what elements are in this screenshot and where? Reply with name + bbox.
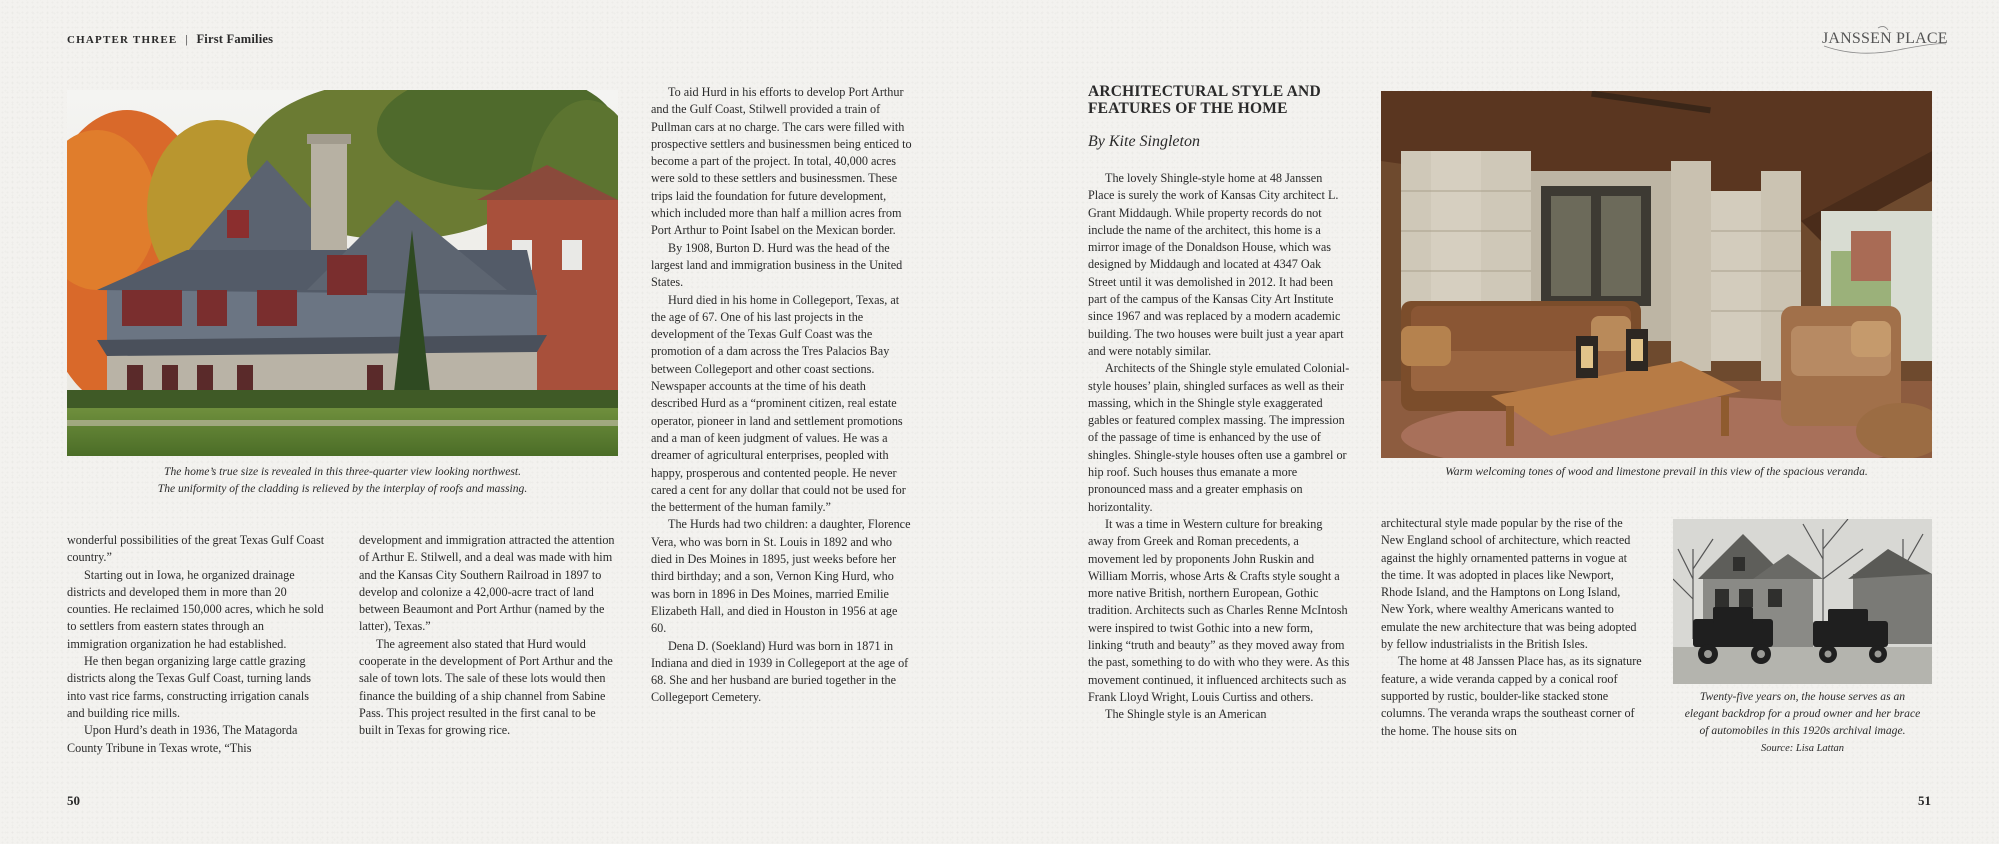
running-head-separator: |	[185, 32, 189, 46]
archival-photo	[1673, 519, 1932, 684]
janssen-place-logo: JANSSEN PLACE	[1818, 24, 1948, 58]
paragraph: The Hurds had two children: a daughter, Florence Vera, who was born in St. Louis in 1892 and who died in Des Moines in 1895, just weeks before her third birthday; and a son, Vernon King Hurd, who was born in 1896 in Des Moines, married Emilie Elizabeth Hall, and died in Houston in 1956 at age 60.	[651, 517, 911, 636]
page-number-right: 51	[1918, 793, 1931, 808]
house-photo-caption: The home’s true size is revealed in this three-quarter view looking northwest. The uniformity of the cladding is relieved by the interplay of roofs and massing.	[157, 465, 528, 495]
paragraph: development and immigration attracted the attention of Arthur E. Stilwell, and a deal was made with him and the Kansas City Southern Railroad in 1897 to develop and colonize a 42,000-acre tract of land between Beaumont and Port Arthur (named by the latter), Texas.”	[359, 533, 615, 634]
article-header	[1088, 83, 1358, 151]
paragraph: The home at 48 Janssen Place has, as its signature feature, a wide veranda capped by a conical roof supported by rustic, boulder-like stacked stone columns. The veranda wraps the southeast corner of the home. The house sits on	[1381, 654, 1642, 738]
chapter-label: CHAPTER THREE	[67, 34, 178, 46]
paragraph: architectural style made popular by the rise of the New England school of architecture, which reacted against the highly ornamented patterns in vogue at the time. It was adopted in places like Newport, Rhode Island, and the Hamptons on Long Island, New York, where wealthy Americans wanted to emulate the new architecture that was being adopted by fellow industrialists in the British Isles.	[1381, 516, 1637, 652]
paragraph: He then began organizing large cattle grazing districts along the Texas Gulf Coast, turning lands into vast rice farms, constructing irrigation canals and building rice mills.	[67, 654, 311, 720]
paragraph: wonderful possibilities of the great Texas Gulf Coast country.”	[67, 533, 325, 565]
left-column-3	[651, 84, 913, 707]
veranda-photo	[1381, 91, 1932, 458]
paragraph: Hurd died in his home in Collegeport, Texas, at the age of 67. One of his last projects in the development of the Texas Gulf Coast was the promotion of a dam across the Tres Palacios Bay between Collegeport and other coast sections. Newspaper accounts at the time of his death described Hurd as a “prominent citizen, real estate operator, pioneer in land and settlement promotions and a man of keen judgment of values. He was a dreamer of agricultural enterprises, peopled with happy, prosperous and contented people. He never cared a cent for any dollar that could not be used for the betterment of the human family.”	[651, 292, 906, 515]
paragraph: To aid Hurd in his efforts to develop Port Arthur and the Gulf Coast, Stilwell provided a train of Pullman cars at no charge. The cars were filled with prospective settlers and businessmen being enticed to become a part of the project. In total, 40,000 acres were sold to these settlers and businessmen. These trips laid the foundation for future development, which included more than half a million acres from Port Arthur to Point Isabel on the Mexican border.	[651, 85, 912, 238]
paragraph: Starting out in Iowa, he organized drainage districts and developed them in more than 20 counties. He reclaimed 150,000 acres, which he sold to settlers from eastern states through an immigration organization he had established.	[67, 567, 324, 651]
right-column-2	[1381, 515, 1643, 740]
paragraph: The agreement also stated that Hurd would cooperate in the development of Port Arthur and the sale of town lots. The sale of these lots would then finance the building of a ship channel from Sabine Pass. This project resulted in the first canal to be built in Texas for growing rice.	[359, 636, 613, 738]
archival-photo-caption: Twenty-five years on, the house serves as an elegant backdrop for a proud owner and her brace of automobiles in this 1920s archival image. Source: Lisa Lattan	[1684, 690, 1921, 754]
article-byline: By Kite Singleton	[1088, 133, 1200, 150]
right-column-1	[1088, 170, 1350, 724]
paragraph: The lovely Shingle-style home at 48 Janssen Place is surely the work of Kansas City architect L. Grant Middaugh. While property records do not include the name of the architect, this home is a mirror image of the Donaldson House, which was designed by Middaugh and located at 4347 Oak Street until it was demolished in 2012. It had been part of the campus of the Kansas City Art Institute since 1967 and was replaced by a modern academic building. The two houses were built just a year apart and were notably similar.	[1088, 171, 1344, 358]
photo-source-credit: Source: Lisa Lattan	[1760, 743, 1845, 754]
page-number-left: 50	[67, 793, 80, 808]
running-head	[67, 32, 273, 47]
paragraph: By 1908, Burton D. Hurd was the head of the largest land and immigration business in the United States.	[651, 240, 903, 290]
paragraph: It was a time in Western culture for breaking away from Greek and Roman precedents, a movement led by proponents John Ruskin and William Morris, whose Arts & Crafts style sought a more native British, northern European, Gothic tradition. Architects such as Charles Renne McIntosh were inspired to twist Gothic into a new form, linking “truth and beauty” as they moved away from the past, something to do with who they were. As this movement continued, it influenced architects such as Frank Lloyd Wright, Louis Curtiss and others.	[1088, 516, 1350, 704]
paragraph: Architects of the Shingle style emulated Colonial-style houses’ plain, shingled surfaces as well as their massing, which in the Shingle style exaggerated gables or featured complex massing. The impression of the passage of time is enhanced by the use of shingles. Shingle-style houses often use a gambrel or hip roof. Such houses thus emanate a more pronounced mass and a greater emphasis on horizontality.	[1088, 361, 1350, 514]
paragraph: Upon Hurd’s death in 1936, The Matagorda County Tribune in Texas wrote, “This	[67, 723, 298, 755]
left-column-2	[359, 532, 617, 740]
paragraph: Dena D. (Soekland) Hurd was born in 1871 in Indiana and died in 1939 in Collegeport at the age of 68. She and her husband are buried together in the Collegeport Cemetery.	[651, 638, 909, 705]
paragraph: The Shingle style is an American	[1105, 707, 1267, 722]
left-column-1	[67, 532, 325, 757]
section-title: First Families	[196, 32, 274, 46]
veranda-photo-caption: Warm welcoming tones of wood and limestone prevail in this view of the spacious veranda.	[1445, 465, 1868, 478]
article-heading: ARCHITECTURAL STYLE AND FEATURES OF THE HOME	[1088, 83, 1321, 117]
house-exterior-photo	[67, 90, 618, 456]
